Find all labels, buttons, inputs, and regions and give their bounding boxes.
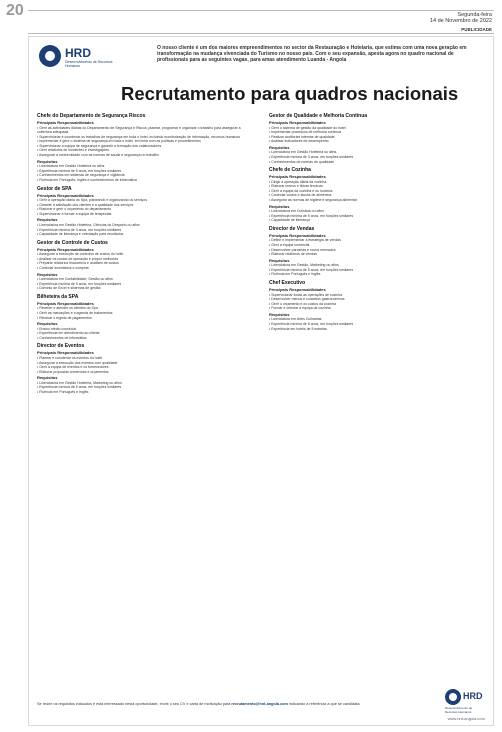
requirement-item: • Supervisionar a equipa de segurança e garantir a formação dos colaboradores (37, 144, 255, 149)
requirement-item: • Formar e orientar a equipa de cozinha (269, 306, 487, 311)
job-ad (28, 36, 494, 726)
requirement-item: • Experiência em atendimento ao cliente (37, 331, 255, 336)
requirement-item: • Supervisionar e coordenar os trabalhos de segurança em toda o hotel, incluindo monitorização de informação, recursos humanos (37, 135, 255, 140)
page-number: 20 (6, 2, 24, 19)
job-posting (37, 113, 255, 183)
job-title: Gestor de Qualidade e Melhoria Contínua (269, 113, 368, 119)
requirement-item: • Ensino médio concluído (37, 327, 255, 332)
section-heading: Principais Responsabilidades (269, 287, 326, 293)
requirement-item: • Experiência mínima de 5 anos, em funções similares (37, 385, 255, 390)
job-title: Chefe de Cozinha (269, 167, 311, 174)
left-column (37, 113, 255, 398)
requirement-item: • Experiência em hotéis de 5 estrelas (269, 327, 487, 332)
requirement-item: • Capacidade de liderança (269, 218, 487, 223)
top-rule (28, 10, 494, 11)
apply-email[interactable]: recrutamento@hrd-angola.com (231, 702, 288, 706)
requirement-item: • Gerir as actividades diárias do Departamento de Segurança e Riscos, planear, programar e organizar o trabalho para assegurar a cobertura adequada (37, 126, 255, 135)
hrd-footer-logo-name: HRD (463, 691, 483, 701)
requirement-item: • Gerir o orçamento e os custos da cozinha (269, 302, 487, 307)
weekday: Segunda-feira (457, 12, 492, 18)
requirement-item: • Analisar indicadores de desempenho (269, 139, 487, 144)
requirement-item: • Analisar os custos de operação e propor melhorias (37, 257, 255, 262)
requirement-item: • Licenciatura em Contabilidade, Gestão ou afins (37, 277, 255, 282)
job-title: Gestor de Controle de Custos (37, 239, 108, 246)
requirement-item: • Conhecimentos de normas de qualidade (269, 160, 487, 165)
requirement-item: • Experiência mínima de 5 anos, em funções similares (269, 268, 487, 273)
section-rule (28, 33, 494, 34)
section-heading: Requisitos (269, 311, 290, 317)
requirement-item: • Gerir o sistema de gestão da qualidade do hotel (269, 126, 487, 131)
job-title: Director de Vendas (269, 225, 315, 232)
requirement-item: • Conhecimentos de informática (37, 336, 255, 341)
section-heading: Principais Responsabilidades (269, 232, 326, 238)
requirement-item: • Experiência mínima de 3 anos, em funções similares (269, 155, 487, 160)
job-posting (269, 167, 487, 223)
job-title: Director de Eventos (37, 343, 85, 350)
job-title: Chefe do Departamento de Segurança Riscos (37, 113, 146, 119)
requirement-item: • Experiência mínima de 5 anos, em funções similares (37, 282, 255, 287)
hrd-logo-footer (445, 687, 485, 719)
requirement-item: • Licenciatura em Culinária ou afins (269, 209, 487, 214)
section-heading: Requisitos (37, 375, 58, 381)
requirement-item: • Preparar relatórios financeiros e análises de custos (37, 261, 255, 266)
requirement-item: • Experiência mínima de 5 anos, em funções similares (269, 214, 487, 219)
job-title: Gestor de SPA (37, 185, 72, 192)
hrd-footer-logo-tagline: Desenvolvimento de Recursos Humanos (445, 706, 473, 714)
hrd-logo-name: HRD (65, 46, 91, 60)
requirement-item: • Experiência mínima de 3 anos, em funções similares (37, 228, 255, 233)
requirement-item: • Licenciatura em Gestão Hoteleira ou afins (37, 164, 255, 169)
right-column (269, 113, 487, 334)
job-posting (37, 186, 255, 237)
hrd-footer-logo-icon (445, 689, 461, 705)
requirement-item: • Receber e atender os clientes do Spa (37, 306, 255, 311)
requirement-item: • Elaborar menus e fichas técnicas (269, 184, 487, 189)
section-heading: Requisitos (37, 321, 58, 327)
section-heading: Requisitos (269, 144, 290, 150)
requirement-item: • Gerir relatórios de incidentes e investigações (37, 148, 255, 153)
requirement-item: • Fluência em Português, Inglês e conhecimentos de informática (37, 178, 255, 183)
ad-title: Recrutamento para quadros nacionais (121, 83, 459, 104)
job-posting (37, 294, 255, 341)
hrd-logo (39, 45, 119, 71)
apply-info (37, 702, 477, 707)
requirement-item: • Desenvolver menus e conceitos gastronómicos (269, 297, 487, 302)
job-posting (269, 226, 487, 277)
requirement-item: • Assegurar a execução dos eventos com qualidade (37, 361, 255, 366)
hrd-logo-tagline: Desenvolvimento de Recursos Humanos (65, 60, 113, 68)
section-heading: Principais Responsabilidades (37, 246, 94, 252)
job-posting (37, 240, 255, 291)
section-tag: PUBLICIDADE (461, 27, 492, 32)
requirement-item: • Implementar e gerir o sistema de segurança em toda o hotel, em linha com as políticas e procedimentos (37, 139, 255, 144)
requirement-item: • Assegurar a conformidade com as normas de saúde e segurança no trabalho (37, 153, 255, 158)
section-heading: Principais Responsabilidades (37, 300, 94, 306)
requirement-item: • Planear e coordenar os eventos do hotel (37, 356, 255, 361)
ad-intro: O nosso cliente é um dos maiores empreendimentos no sector da Restauração e Hotelaria, que estima com uma nova geração em transformação na mudança vivenciada do Turismo no nosso país. Com o seu expansão, apesta agora no quadro nacional de profissionais para as seguintes vagas, para amas atendimento Luanda - Angola (157, 45, 467, 63)
section-heading: Principais Responsabilidades (37, 350, 94, 356)
section-heading: Requisitos (269, 203, 290, 209)
section-heading: Principais Responsabilidades (269, 120, 326, 125)
job-posting (269, 113, 487, 164)
job-title: Bilheteira da SPA (37, 293, 79, 300)
requirement-item: • Licenciatura em Gestão Hoteleira, Ciências do Desporto ou afins (37, 223, 255, 228)
section-heading: Requisitos (37, 217, 58, 223)
requirement-item: • Elaborar propostas comerciais e orçamentos (37, 370, 255, 375)
requirement-item: • Controlar custos e stocks de alimentos (269, 193, 487, 198)
section-heading: Requisitos (37, 158, 58, 164)
requirement-item: • Garantir a satisfação dos clientes e a qualidade dos serviços (37, 203, 255, 208)
requirement-item: • Gerir a equipa comercial (269, 243, 487, 248)
date: 14 de Novembro de 2022 (429, 18, 492, 24)
requirement-item: • Elaborar e gerir o orçamento do departamento (37, 207, 255, 212)
issue-date (430, 12, 492, 24)
requirement-item: • Realizar auditorias internas de qualidade (269, 135, 487, 140)
section-heading: Principais Responsabilidades (37, 120, 94, 125)
apply-text: Se reúne os requisitos indicados e está interessado nesta oportunidade, envie o seu CV e carta de motivação para (37, 702, 231, 706)
requirement-item: • Gerir a operação diária do Spa, planeando e organizando os serviços (37, 198, 255, 203)
requirement-item: • Experiência mínima de 5 anos, em funções similares (37, 169, 255, 174)
apply-deadline: indicando a referência a que se candidata. (288, 702, 361, 706)
hrd-logo-icon (39, 45, 61, 67)
requirement-item: • Licenciatura em Artes Culinárias (269, 317, 487, 322)
requirement-item: • Supervisionar e formar a equipa de terapeutas (37, 212, 255, 217)
section-heading: Requisitos (269, 257, 290, 263)
requirement-item: • Experiência mínima de 8 anos, em funções similares (269, 322, 487, 327)
requirement-item: • Controlar inventários e compras (37, 266, 255, 271)
job-posting (37, 343, 255, 394)
requirement-item: • Fluência em Português e Inglês (269, 272, 487, 277)
requirement-item: • Assegurar as normas de higiene e segurança alimentar (269, 198, 487, 203)
requirement-item: • Gerir a equipa da cozinha e os horários (269, 189, 487, 194)
requirement-item: • Supervisionar todas as operações de cozinha (269, 293, 487, 298)
requirement-item: • Conhecimentos em sistemas de segurança e vigilância (37, 173, 255, 178)
requirement-item: • Implementar processos de melhoria contínua (269, 130, 487, 135)
requirement-item: • Definir e implementar a estratégia de vendas (269, 238, 487, 243)
requirement-item: • Licenciatura em Gestão Hoteleira ou afins (269, 150, 487, 155)
footer-website[interactable]: www.hrd-angola.com (447, 716, 485, 721)
requirement-item: • Fluência em Português e Inglês (37, 390, 255, 395)
requirement-item: • Gerir a equipa de eventos e os fornecedores (37, 365, 255, 370)
requirement-item: • Licenciatura em Gestão, Marketing ou afins (269, 263, 487, 268)
requirement-item: • Dirigir a operação diária da cozinha (269, 180, 487, 185)
requirement-item: • Capacidade de liderança e orientação para resultados (37, 232, 255, 237)
section-heading: Principais Responsabilidades (37, 192, 94, 198)
section-heading: Requisitos (37, 271, 58, 277)
requirement-item: • Efectuar o registo de pagamentos (37, 316, 255, 321)
job-title: Chef Executivo (269, 280, 306, 287)
requirement-item: • Domínio de Excel e sistemas de gestão (37, 286, 255, 291)
requirement-item: • Desenvolver parcerias e novos mercados (269, 248, 487, 253)
requirement-item: • Elaborar relatórios de vendas (269, 252, 487, 257)
requirement-item: • Assegurar a execução de controlos de custos do hotel (37, 252, 255, 257)
requirement-item: • Gerir as marcações e a agenda de tratamentos (37, 311, 255, 316)
section-heading: Principais Responsabilidades (269, 174, 326, 180)
requirement-item: • Licenciatura em Gestão Hoteleira, Marketing ou afins (37, 381, 255, 386)
job-posting (269, 280, 487, 331)
